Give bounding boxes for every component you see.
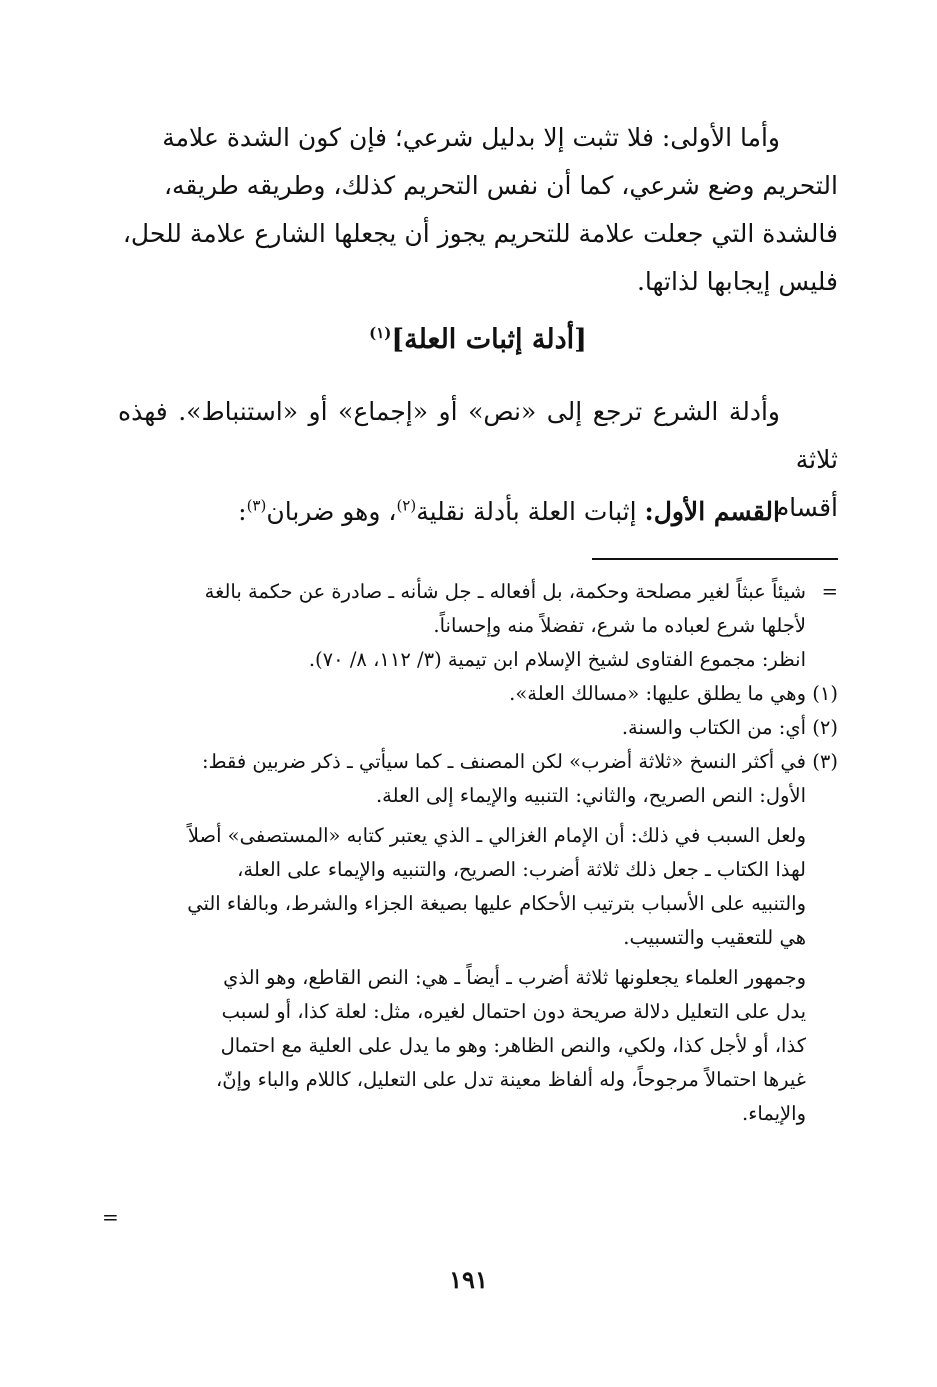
footnote-ref-3: (٣) — [246, 496, 267, 515]
footnote-line: كذا، أو لأجل كذا، ولكي، والنص الظاهر: وهو ما يدل على العلية مع احتمال — [220, 1034, 806, 1057]
footnote-line: هي للتعقيب والتسبيب. — [623, 926, 806, 949]
section-heading — [118, 318, 838, 362]
footnote-line: والإيماء. — [742, 1102, 806, 1125]
footnote-line: لهذا الكتاب ـ جعل ذلك ثلاثة أضرب: الصريح، والتنبيه والإيماء على العلة، — [237, 858, 806, 881]
text-line: التحريم وضع شرعي، كما أن نفس التحريم كذلك، وطريقه طريقه، — [163, 171, 838, 200]
paragraph-first-condition — [118, 114, 838, 306]
footnote-line: لأجلها شرع لعباده ما شرع، تفضلاً منه وإحساناً. — [433, 614, 806, 637]
paragraph-first-section — [118, 490, 838, 534]
page-number: ١٩١ — [449, 1265, 488, 1294]
footnote-line: الأول: النص الصريح، والثاني: التنبيه والإيماء إلى العلة. — [375, 784, 806, 807]
footnote-number: (٣) — [812, 750, 838, 773]
section-text: إثبات العلة بأدلة نقلية — [416, 497, 645, 526]
text-line: فليس إيجابها لذاتها. — [636, 267, 838, 296]
footnote-text: وهي ما يطلق عليها: «مسالك العلة». — [509, 682, 806, 705]
footnote-number: (٢) — [812, 716, 838, 739]
footnote-line: شيئاً عبثاً لغير مصلحة وحكمة، بل أفعاله ـ جل شأنه ـ صادرة عن حكمة بالغة — [204, 580, 806, 603]
text-line: وأما الأولى: فلا تثبت إلا بدليل شرعي؛ فإن كون الشدة علامة — [162, 123, 780, 152]
continuation-marker: = — [102, 1205, 119, 1229]
footnote-ref-2: (٢) — [396, 496, 417, 515]
footnote-line: يدل على التعليل دلالة صريحة دون احتمال لغيره، مثل: لعلة كذا، أو لسبب — [221, 1000, 806, 1023]
footnote-line: غيرها احتمالاً مرجوحاً، وله ألفاظ معينة تدل على التعليل، كاللام والباء وإنّ، — [216, 1068, 806, 1091]
section-label: القسم الأول: — [644, 497, 780, 526]
section-text: : — [238, 497, 247, 526]
text-line: وأدلة الشرع ترجع إلى «نص» أو «إجماع» أو «استنباط». فهذه ثلاثة — [118, 397, 838, 474]
footnote-line: والتنبيه على الأسباب بترتيب الأحكام عليها بصيغة الجزاء والشرط، وبالفاء التي — [187, 892, 806, 915]
footnotes — [110, 575, 838, 1131]
footnote-separator — [592, 558, 838, 560]
footnote-line: ولعل السبب في ذلك: أن الإمام الغزالي ـ الذي يعتبر كتابه «المستصفى» أصلاً — [187, 824, 806, 847]
footnote-line: وجمهور العلماء يجعلونها ثلاثة أضرب ـ أيضاً ـ هي: النص القاطع، وهو الذي — [223, 966, 806, 989]
footnote-3 — [110, 745, 838, 1131]
text-line: فالشدة التي جعلت علامة للتحريم يجوز أن يجعلها الشارع علامة للحل، — [122, 219, 838, 248]
footnote-continuation — [110, 575, 838, 677]
footnote-text: أي: من الكتاب والسنة. — [621, 716, 806, 739]
footnote-reference: انظر: مجموع الفتاوى لشيخ الإسلام ابن تيمية (٣/ ١١٢، ٨/ ٧٠). — [308, 648, 806, 671]
footnote-line: في أكثر النسخ «ثلاثة أضرب» لكن المصنف ـ كما سيأتي ـ ذكر ضربين فقط: — [201, 750, 806, 773]
text-line: أقسام: — [765, 493, 838, 522]
footnote-number: (١) — [812, 682, 838, 705]
heading-text: [أدلة إثبات العلة] — [391, 324, 587, 355]
footnote-2 — [110, 711, 838, 745]
footnote-ref-1: (١) — [369, 324, 392, 342]
continuation-marker: = — [821, 580, 838, 603]
section-text: ، وهو ضربان — [266, 497, 397, 526]
footnote-1 — [110, 677, 838, 711]
